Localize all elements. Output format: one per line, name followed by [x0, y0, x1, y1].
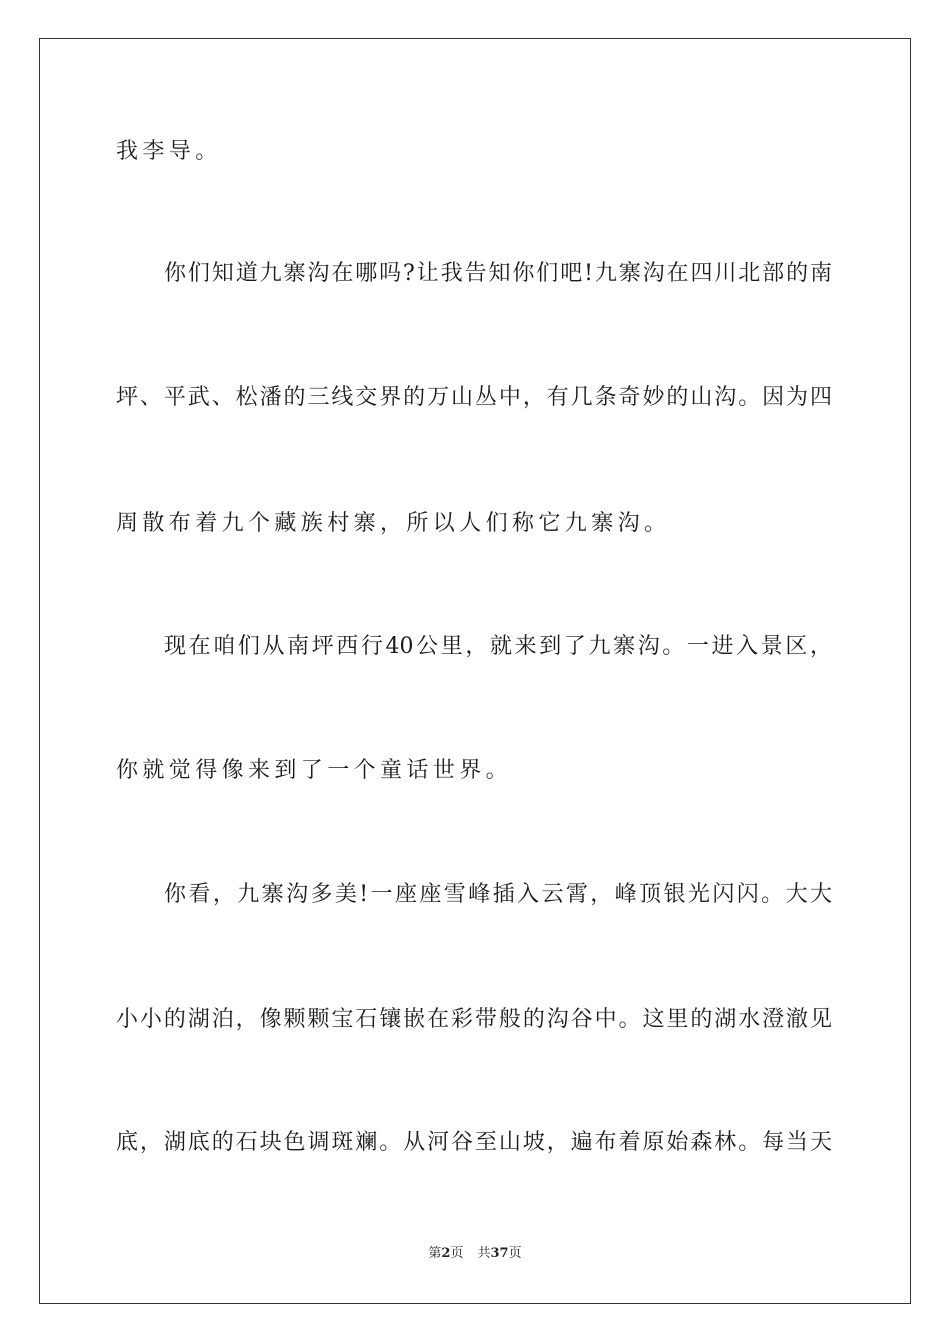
total-pages: 37 [490, 1246, 509, 1261]
paragraph-line-3: 坪、平武、松潘的三线交界的万山丛中，有几条奇妙的山沟。因为四 [116, 385, 832, 410]
page-label-prefix: 第 [428, 1246, 442, 1261]
total-label-prefix: 共 [477, 1246, 491, 1261]
paragraph-line-4: 周散布着九个藏族村寨，所以人们称它九寨沟。 [116, 511, 671, 536]
page-border [39, 38, 911, 1304]
page-number: 2 [441, 1246, 451, 1261]
paragraph-line-6: 你就觉得像来到了一个童话世界。 [116, 758, 513, 783]
paragraph-line-9: 底，湖底的石块色调斑斓。从河谷至山坡，遍布着原始森林。每当天 [116, 1130, 832, 1155]
paragraph-line-2: 你们知道九寨沟在哪吗?让我告知你们吧!九寨沟在四川北部的南 [164, 261, 832, 286]
paragraph-line-8: 小小的湖泊，像颗颗宝石镶嵌在彩带般的沟谷中。这里的湖水澄澈见 [116, 1007, 832, 1032]
paragraph-line-5: 现在咱们从南坪西行40公里，就来到了九寨沟。一进入景区， [164, 634, 832, 659]
paragraph-line-1: 我李导。 [116, 139, 222, 164]
total-label-suffix: 页 [508, 1246, 522, 1261]
page-label-suffix: 页 [450, 1246, 464, 1261]
paragraph-line-7: 你看，九寨沟多美!一座座雪峰插入云霄，峰顶银光闪闪。大大 [164, 882, 832, 907]
page-footer [0, 1245, 950, 1263]
